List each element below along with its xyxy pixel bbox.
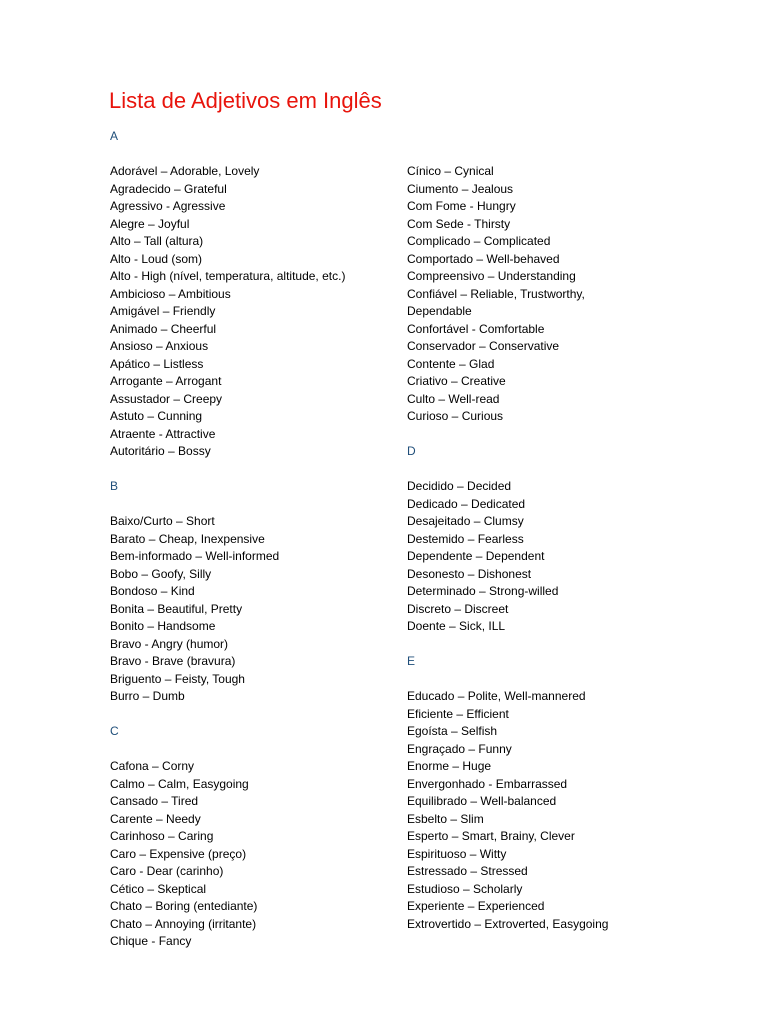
entry-list [407, 688, 652, 933]
adjective-entry: Chato – Annoying (irritante) [110, 916, 257, 931]
adjective-entry: Equilibrado – Well-balanced [407, 794, 557, 808]
adjective-entry: Confortável - Comfortable [407, 321, 545, 336]
adjective-entry: Envergonhado - Embarrassed [407, 776, 568, 791]
adjective-entry: Doente – Sick, ILL [407, 619, 506, 633]
entry-list [407, 163, 652, 426]
adjective-entry: Apático – Listless [110, 356, 204, 371]
adjective-entry: Assustador – Creepy [110, 391, 223, 406]
adjective-entry: Criativo – Creative [407, 374, 506, 388]
adjective-entry: Ciumento – Jealous [407, 181, 514, 196]
adjective-entry: Cínico – Cynical [407, 164, 494, 178]
adjective-entry: Cafona – Corny [110, 759, 195, 773]
adjective-entry: Egoísta – Selfish [407, 724, 498, 738]
adjective-entry: Contente – Glad [407, 356, 495, 371]
adjective-entry: Curioso – Curious [407, 409, 504, 423]
adjective-entry: Autoritário – Bossy [110, 444, 211, 458]
adjective-entry: Bonita – Beautiful, Pretty [110, 601, 243, 616]
adjective-entry: Caro – Expensive (preço) [110, 846, 247, 861]
adjective-entry: Espirituoso – Witty [407, 846, 507, 861]
adjective-entry: Agressivo - Agressive [110, 199, 226, 213]
adjective-entry: Burro – Dumb [110, 689, 185, 703]
adjective-entry: Astuto – Cunning [110, 409, 203, 423]
section-e [407, 653, 652, 933]
page-title: Lista de Adjetivos em Inglês [109, 88, 382, 113]
adjective-entry: Ambicioso – Ambitious [110, 286, 231, 301]
adjective-entry: Cético – Skeptical [110, 881, 207, 896]
adjective-entry: Cansado – Tired [110, 794, 199, 808]
adjective-entry: Bobo – Goofy, Silly [110, 566, 212, 581]
section-letter: B [110, 479, 119, 493]
adjective-entry: Desonesto – Dishonest [407, 566, 532, 581]
adjective-entry: Culto – Well-read [407, 391, 500, 406]
adjective-entry: Comportado – Well-behaved [407, 251, 560, 266]
adjective-entry: Experiente – Experienced [407, 899, 545, 913]
adjective-entry: Educado – Polite, Well-mannered [407, 689, 586, 703]
adjective-entry: Determinado – Strong-willed [407, 584, 559, 598]
adjective-entry: Estudioso – Scholarly [407, 881, 523, 896]
section-c [110, 723, 355, 951]
section-letter: A [110, 129, 119, 143]
left-column [110, 128, 355, 951]
adjective-entry: Conservador – Conservative [407, 339, 560, 353]
adjective-entry: Complicado – Complicated [407, 234, 551, 248]
adjective-entry: Confiável – Reliable, Trustworthy, Dependable [407, 286, 585, 318]
section-continued [407, 128, 652, 426]
adjective-entry: Alto - High (nível, temperatura, altitude, etc.) [110, 269, 346, 283]
section-letter: D [407, 444, 416, 458]
adjective-entry: Alegre – Joyful [110, 216, 190, 231]
adjective-entry: Briguento – Feisty, Tough [110, 671, 245, 686]
section-letter: C [110, 724, 119, 738]
adjective-entry: Dedicado – Dedicated [407, 496, 526, 511]
adjective-entry: Decidido – Decided [407, 479, 512, 493]
adjective-entry: Arrogante – Arrogant [110, 374, 222, 388]
adjective-entry: Enorme – Huge [407, 759, 492, 773]
adjective-entry: Baixo/Curto – Short [110, 514, 215, 528]
adjective-entry: Agradecido – Grateful [110, 181, 227, 196]
adjective-entry: Dependente – Dependent [407, 549, 545, 563]
adjective-entry: Chato – Boring (entediante) [110, 899, 258, 913]
adjective-entry: Ansioso – Anxious [110, 339, 209, 353]
adjective-entry: Com Sede - Thirsty [407, 216, 511, 231]
adjective-entry: Atraente - Attractive [110, 426, 216, 441]
adjective-entry: Bondoso – Kind [110, 584, 195, 598]
adjective-entry: Carinhoso – Caring [110, 829, 214, 843]
section-letter [407, 128, 652, 146]
adjective-entry: Compreensivo – Understanding [407, 269, 576, 283]
adjective-entry: Calmo – Calm, Easygoing [110, 776, 249, 791]
adjective-entry: Bravo - Brave (bravura) [110, 654, 236, 668]
adjective-entry: Estressado – Stressed [407, 864, 528, 878]
section-b [110, 478, 355, 706]
entry-list [407, 478, 652, 636]
adjective-entry: Chique - Fancy [110, 934, 192, 948]
adjective-entry: Alto - Loud (som) [110, 251, 203, 266]
adjective-entry: Discreto – Discreet [407, 601, 509, 616]
adjective-entry: Carente – Needy [110, 811, 201, 826]
section-d [407, 443, 652, 636]
adjective-entry: Bravo - Angry (humor) [110, 636, 229, 651]
adjective-entry: Adorável – Adorable, Lovely [110, 164, 260, 178]
adjective-entry: Animado – Cheerful [110, 321, 217, 336]
entry-list [110, 758, 355, 951]
adjective-entry: Com Fome - Hungry [407, 199, 516, 213]
adjective-entry: Bonito – Handsome [110, 619, 216, 633]
section-letter: E [407, 654, 416, 668]
adjective-entry: Extrovertido – Extroverted, Easygoing [407, 916, 609, 931]
entry-list [110, 513, 355, 706]
right-column [407, 128, 652, 933]
section-a [110, 128, 355, 461]
adjective-entry: Esperto – Smart, Brainy, Clever [407, 829, 575, 843]
entry-list [110, 163, 355, 461]
adjective-entry: Destemido – Fearless [407, 531, 524, 546]
adjective-entry: Caro - Dear (carinho) [110, 864, 224, 878]
adjective-entry: Bem-informado – Well-informed [110, 549, 280, 563]
adjective-entry: Eficiente – Efficient [407, 706, 509, 721]
adjective-entry: Engraçado – Funny [407, 741, 512, 756]
adjective-entry: Amigável – Friendly [110, 304, 216, 318]
adjective-entry: Alto – Tall (altura) [110, 234, 204, 248]
adjective-entry: Esbelto – Slim [407, 811, 484, 826]
adjective-entry: Desajeitado – Clumsy [407, 514, 524, 528]
adjective-entry: Barato – Cheap, Inexpensive [110, 531, 265, 546]
